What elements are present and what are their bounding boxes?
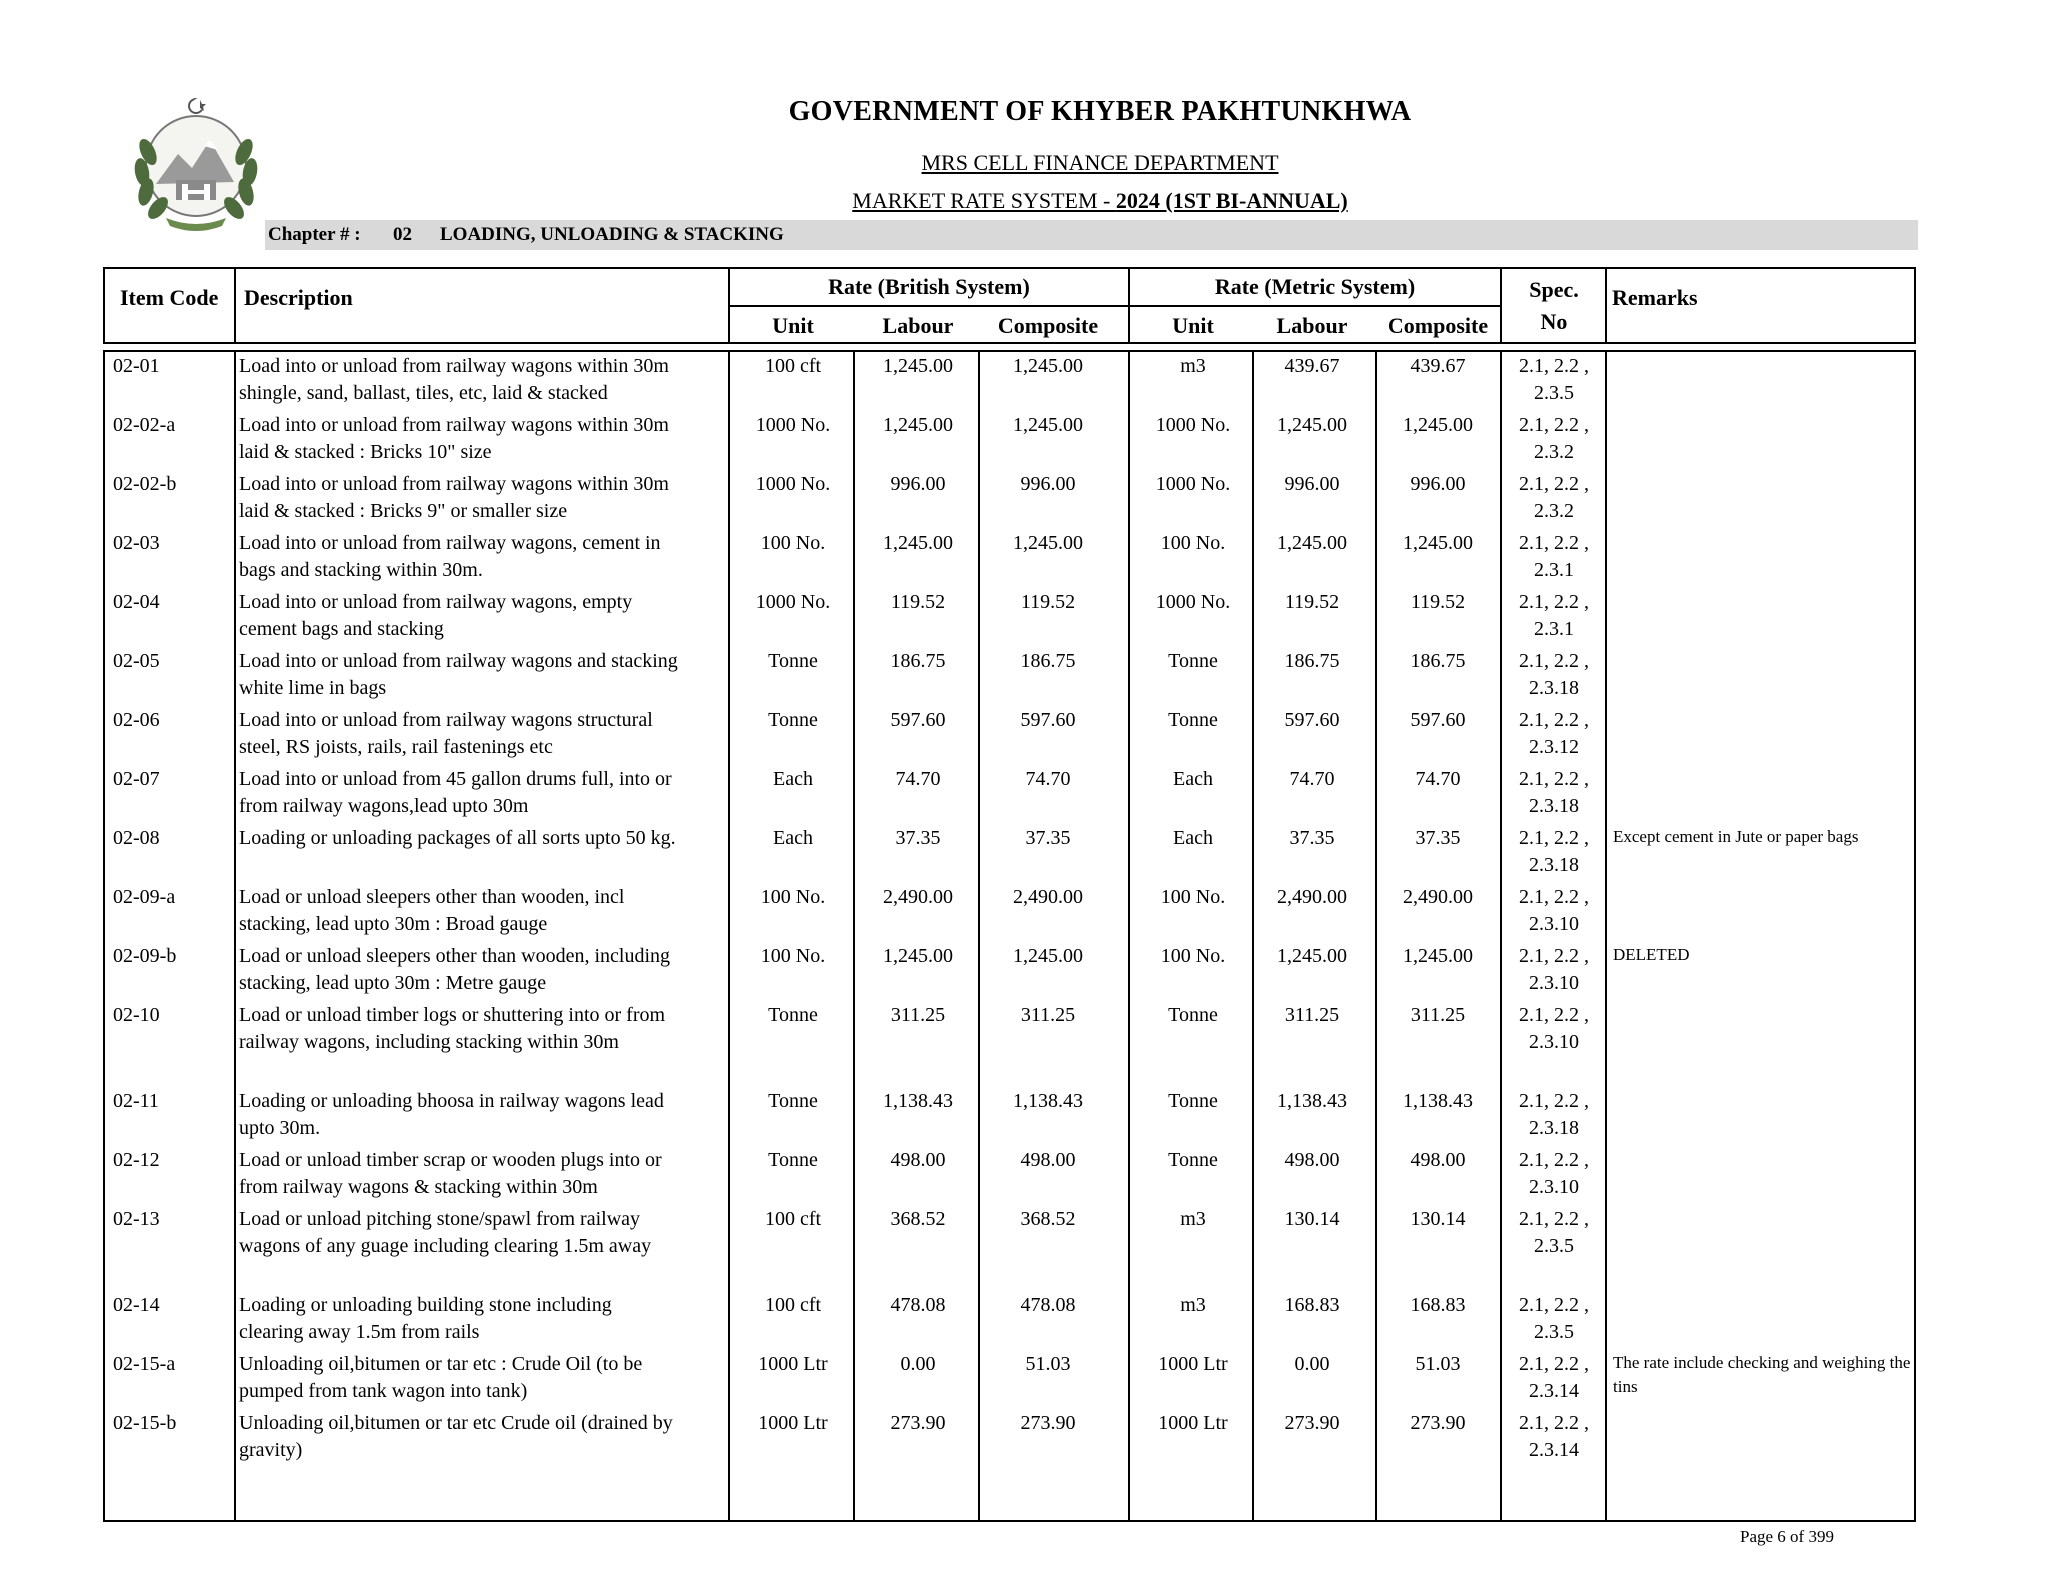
metric-labour-rate: 996.00 [1284, 473, 1340, 495]
spec-number [1502, 1351, 1606, 1405]
british-composite-rate: 498.00 [1020, 1149, 1076, 1171]
spec-line-1: 2.1, 2.2 , [1519, 1353, 1589, 1375]
british-composite-rate: 1,245.00 [1013, 532, 1083, 554]
item-code: 02-08 [113, 827, 160, 849]
spec-line-2: 2.3.14 [1529, 1439, 1579, 1461]
metric-composite-rate: 130.14 [1410, 1208, 1466, 1230]
government-emblem-logo [126, 92, 266, 232]
spec-line-2: 2.3.1 [1534, 559, 1574, 581]
spec-line-2: 2.3.18 [1529, 677, 1579, 699]
spec-number [1502, 825, 1606, 879]
spec-number [1502, 943, 1606, 997]
british-unit: Tonne [768, 1004, 818, 1026]
spec-line-1: 2.1, 2.2 , [1519, 1149, 1589, 1171]
british-unit: Each [773, 768, 813, 790]
metric-labour-rate: 130.14 [1284, 1208, 1340, 1230]
column-divider [234, 350, 236, 1522]
item-description: Load or unload sleepers other than wooden, including stacking, lead upto 30m : Metre gauge [239, 945, 670, 994]
metric-labour-rate: 37.35 [1289, 827, 1335, 849]
metric-unit: Tonne [1168, 1149, 1218, 1171]
british-labour-rate: 74.70 [895, 768, 941, 790]
column-divider [1252, 350, 1254, 1522]
british-labour-rate: 1,245.00 [883, 532, 953, 554]
spec-number [1502, 1292, 1606, 1346]
metric-composite-rate: 119.52 [1410, 591, 1466, 613]
british-labour-rate: 1,245.00 [883, 945, 953, 967]
col-british-unit: Unit [772, 313, 814, 338]
metric-labour-rate: 1,138.43 [1277, 1090, 1347, 1112]
spec-line-1: 2.1, 2.2 , [1519, 1004, 1589, 1026]
item-description: Load or unload timber logs or shuttering into or from railway wagons, including stacking within 30m [239, 1004, 666, 1053]
item-description: Load into or unload from railway wagons and stacking white lime in bags [239, 650, 678, 699]
metric-unit: m3 [1180, 355, 1206, 377]
metric-labour-rate: 0.00 [1294, 1353, 1330, 1375]
metric-composite-rate: 498.00 [1410, 1149, 1466, 1171]
spec-number [1502, 766, 1606, 820]
british-composite-rate: 37.35 [1025, 827, 1071, 849]
item-code: 02-15-b [113, 1412, 177, 1434]
item-description: Load into or unload from railway wagons within 30m laid & stacked : Bricks 9" or smaller size [239, 473, 669, 522]
page-number: Page 6 of 399 [1740, 1527, 1834, 1546]
col-metric-system: Rate (Metric System) [1214, 274, 1416, 299]
item-description: Load into or unload from railway wagons, empty cement bags and stacking [239, 591, 633, 640]
metric-composite-rate: 74.70 [1415, 768, 1461, 790]
british-composite-rate: 1,245.00 [1013, 414, 1083, 436]
british-labour-rate: 119.52 [890, 591, 946, 613]
metric-labour-rate: 74.70 [1289, 768, 1335, 790]
metric-composite-rate: 1,245.00 [1403, 532, 1473, 554]
col-remarks: Remarks [1612, 285, 1698, 310]
item-description: Load into or unload from railway wagons structural steel, RS joists, rails, rail fastenings etc [239, 709, 653, 758]
spec-line-2: 2.3.10 [1529, 1031, 1579, 1053]
metric-labour-rate: 498.00 [1284, 1149, 1340, 1171]
metric-composite-rate: 597.60 [1410, 709, 1466, 731]
british-composite-rate: 119.52 [1020, 591, 1076, 613]
rate-system-heading [740, 188, 1460, 214]
spec-number [1502, 530, 1606, 584]
british-labour-rate: 2,490.00 [883, 886, 953, 908]
item-description: Load into or unload from railway wagons, cement in bags and stacking within 30m. [239, 532, 661, 581]
british-labour-rate: 368.52 [890, 1208, 946, 1230]
col-spec: Spec. [1529, 277, 1579, 302]
chapter-bar [265, 220, 1918, 250]
spec-number [1502, 1088, 1606, 1142]
metric-labour-rate: 1,245.00 [1277, 414, 1347, 436]
british-labour-rate: 597.60 [890, 709, 946, 731]
item-description: Load or unload pitching stone/spawl from railway wagons of any guage including clearing 1.5m away [239, 1208, 652, 1257]
metric-unit: 100 No. [1160, 532, 1226, 554]
item-description: Unloading oil,bitumen or tar etc Crude oil (drained by gravity) [239, 1412, 673, 1461]
spec-line-2: 2.3.2 [1534, 441, 1574, 463]
item-description: Load into or unload from railway wagons within 30m laid & stacked : Bricks 10" size [239, 414, 669, 463]
metric-composite-rate: 311.25 [1410, 1004, 1466, 1026]
spec-number [1502, 1410, 1606, 1464]
british-unit: 100 cft [764, 1294, 822, 1316]
item-code: 02-06 [113, 709, 160, 731]
chapter-number: 02 [393, 224, 412, 245]
metric-labour-rate: 119.52 [1284, 591, 1340, 613]
spec-number [1502, 1147, 1606, 1201]
item-code: 02-02-b [113, 473, 177, 495]
item-code: 02-10 [113, 1004, 160, 1026]
british-composite-rate: 597.60 [1020, 709, 1076, 731]
british-unit: 1000 No. [755, 591, 831, 613]
spec-line-1: 2.1, 2.2 , [1519, 1208, 1589, 1230]
spec-line-1: 2.1, 2.2 , [1519, 591, 1589, 613]
spec-line-2: 2.3.18 [1529, 1117, 1579, 1139]
remarks-text: The rate include checking and weighing the tins [1613, 1353, 1911, 1396]
british-labour-rate: 37.35 [895, 827, 941, 849]
metric-unit: 100 No. [1160, 945, 1226, 967]
chapter-label: Chapter # : [268, 224, 361, 245]
item-description: Unloading oil,bitumen or tar etc : Crude Oil (to be pumped from tank wagon into tank) [239, 1353, 643, 1402]
item-code: 02-03 [113, 532, 160, 554]
british-composite-rate: 478.08 [1020, 1294, 1076, 1316]
column-divider [978, 350, 980, 1522]
metric-unit: 1000 No. [1155, 414, 1231, 436]
british-unit: 1000 Ltr [758, 1353, 828, 1375]
british-composite-rate: 2,490.00 [1013, 886, 1083, 908]
spec-number [1502, 589, 1606, 643]
metric-labour-rate: 311.25 [1284, 1004, 1340, 1026]
item-code: 02-04 [113, 591, 160, 613]
metric-labour-rate: 1,245.00 [1277, 532, 1347, 554]
item-code: 02-11 [113, 1090, 159, 1112]
metric-unit: 1000 Ltr [1158, 1412, 1228, 1434]
col-metric-unit: Unit [1172, 313, 1214, 338]
british-labour-rate: 273.90 [890, 1412, 946, 1434]
spec-line-1: 2.1, 2.2 , [1519, 1412, 1589, 1434]
metric-unit: 1000 No. [1155, 591, 1231, 613]
british-unit: 1000 No. [755, 414, 831, 436]
british-unit: Tonne [768, 709, 818, 731]
british-labour-rate: 1,138.43 [883, 1090, 953, 1112]
col-item-code: Item Code [120, 285, 219, 310]
spec-line-1: 2.1, 2.2 , [1519, 1090, 1589, 1112]
metric-unit: 100 No. [1160, 886, 1226, 908]
col-description: Description [244, 285, 353, 310]
british-labour-rate: 186.75 [890, 650, 946, 672]
item-description: Load or unload timber scrap or wooden plugs into or from railway wagons & stacking within 30m [239, 1149, 662, 1198]
british-unit: 100 cft [764, 1208, 822, 1230]
british-composite-rate: 311.25 [1020, 1004, 1076, 1026]
item-description: Loading or unloading bhoosa in railway wagons lead upto 30m. [239, 1090, 664, 1139]
spec-number [1502, 1206, 1606, 1260]
remarks-text: Except cement in Jute or paper bags [1613, 827, 1859, 846]
metric-unit: m3 [1180, 1208, 1206, 1230]
british-composite-rate: 186.75 [1020, 650, 1076, 672]
spec-line-2: 2.3.12 [1529, 736, 1579, 758]
col-british-labour: Labour [882, 313, 954, 338]
spec-line-1: 2.1, 2.2 , [1519, 886, 1589, 908]
metric-labour-rate: 597.60 [1284, 709, 1340, 731]
spec-number [1502, 884, 1606, 938]
item-code: 02-12 [113, 1149, 160, 1171]
british-unit: 100 No. [760, 532, 826, 554]
spec-number [1502, 471, 1606, 525]
british-composite-rate: 1,245.00 [1013, 945, 1083, 967]
spec-number [1502, 707, 1606, 761]
british-composite-rate: 368.52 [1020, 1208, 1076, 1230]
rate-system-prefix: MARKET RATE SYSTEM - [852, 188, 1116, 213]
column-divider [1128, 350, 1130, 1522]
british-composite-rate: 996.00 [1020, 473, 1076, 495]
item-description: Load into or unload from railway wagons within 30m shingle, sand, ballast, tiles, etc, laid & stacked [239, 355, 669, 404]
spec-line-1: 2.1, 2.2 , [1519, 768, 1589, 790]
british-unit: 100 No. [760, 886, 826, 908]
spec-line-1: 2.1, 2.2 , [1519, 532, 1589, 554]
british-unit: 1000 No. [755, 473, 831, 495]
metric-unit: Each [1173, 827, 1213, 849]
chapter-name: LOADING, UNLOADING & STACKING [440, 224, 784, 245]
remarks-text: DELETED [1613, 945, 1690, 964]
item-code: 02-05 [113, 650, 160, 672]
spec-line-1: 2.1, 2.2 , [1519, 414, 1589, 436]
british-composite-rate: 1,245.00 [1013, 355, 1083, 377]
british-labour-rate: 478.08 [890, 1294, 946, 1316]
spec-line-2: 2.3.18 [1529, 854, 1579, 876]
header-subdivider [728, 305, 1500, 307]
spec-line-2: 2.3.2 [1534, 500, 1574, 522]
spec-line-1: 2.1, 2.2 , [1519, 355, 1589, 377]
spec-line-2: 2.3.14 [1529, 1380, 1579, 1402]
metric-composite-rate: 168.83 [1410, 1294, 1466, 1316]
item-description: Loading or unloading packages of all sorts upto 50 kg. [239, 827, 676, 849]
department-name: MRS CELL FINANCE DEPARTMENT [921, 150, 1279, 175]
metric-composite-rate: 51.03 [1415, 1353, 1461, 1375]
item-code: 02-09-a [113, 886, 176, 908]
item-description: Load or unload sleepers other than wooden, incl stacking, lead upto 30m : Broad gauge [239, 886, 625, 935]
item-code: 02-07 [113, 768, 160, 790]
metric-unit: 1000 No. [1155, 473, 1231, 495]
spec-line-1: 2.1, 2.2 , [1519, 473, 1589, 495]
spec-number [1502, 1002, 1606, 1056]
spec-line-1: 2.1, 2.2 , [1519, 709, 1589, 731]
metric-composite-rate: 2,490.00 [1403, 886, 1473, 908]
british-composite-rate: 74.70 [1025, 768, 1071, 790]
spec-line-2: 2.3.5 [1534, 382, 1574, 404]
british-labour-rate: 311.25 [890, 1004, 946, 1026]
spec-line-2: 2.3.1 [1534, 618, 1574, 640]
metric-unit: Tonne [1168, 1090, 1218, 1112]
metric-labour-rate: 168.83 [1284, 1294, 1340, 1316]
metric-labour-rate: 186.75 [1284, 650, 1340, 672]
british-labour-rate: 1,245.00 [883, 414, 953, 436]
column-divider [234, 267, 236, 344]
col-metric-labour: Labour [1276, 313, 1348, 338]
col-metric-composite: Composite [1387, 313, 1489, 338]
item-code: 02-02-a [113, 414, 176, 436]
column-divider [728, 350, 730, 1522]
spec-line-2: 2.3.10 [1529, 1176, 1579, 1198]
item-code: 02-15-a [113, 1353, 176, 1375]
item-code: 02-09-b [113, 945, 177, 967]
metric-composite-rate: 439.67 [1410, 355, 1466, 377]
metric-composite-rate: 273.90 [1410, 1412, 1466, 1434]
british-unit: Tonne [768, 650, 818, 672]
metric-composite-rate: 1,138.43 [1403, 1090, 1473, 1112]
metric-labour-rate: 273.90 [1284, 1412, 1340, 1434]
british-labour-rate: 498.00 [890, 1149, 946, 1171]
british-composite-rate: 1,138.43 [1013, 1090, 1083, 1112]
spec-line-2: 2.3.5 [1534, 1321, 1574, 1343]
spec-line-2: 2.3.18 [1529, 795, 1579, 817]
spec-number [1502, 353, 1606, 407]
metric-composite-rate: 1,245.00 [1403, 414, 1473, 436]
item-description: Load into or unload from 45 gallon drums full, into or from railway wagons,lead upto 30m [239, 768, 672, 817]
col-british-composite: Composite [997, 313, 1099, 338]
british-unit: 100 No. [760, 945, 826, 967]
british-labour-rate: 1,245.00 [883, 355, 953, 377]
spec-line-2: 2.3.10 [1529, 972, 1579, 994]
col-british-system: Rate (British System) [828, 274, 1030, 299]
british-unit: Tonne [768, 1149, 818, 1171]
metric-unit: Each [1173, 768, 1213, 790]
metric-unit: Tonne [1168, 709, 1218, 731]
spec-number [1502, 412, 1606, 466]
metric-unit: 1000 Ltr [1158, 1353, 1228, 1375]
metric-composite-rate: 186.75 [1410, 650, 1466, 672]
spec-line-1: 2.1, 2.2 , [1519, 1294, 1589, 1316]
british-unit: Tonne [768, 1090, 818, 1112]
spec-line-1: 2.1, 2.2 , [1519, 827, 1589, 849]
british-unit: 100 cft [764, 355, 822, 377]
metric-labour-rate: 1,245.00 [1277, 945, 1347, 967]
column-divider [853, 350, 855, 1522]
metric-composite-rate: 37.35 [1415, 827, 1461, 849]
spec-line-1: 2.1, 2.2 , [1519, 945, 1589, 967]
british-composite-rate: 273.90 [1020, 1412, 1076, 1434]
rate-system-period: 2024 (1ST BI-ANNUAL) [1115, 188, 1348, 213]
metric-unit: Tonne [1168, 1004, 1218, 1026]
metric-unit: m3 [1180, 1294, 1206, 1316]
metric-composite-rate: 1,245.00 [1403, 945, 1473, 967]
british-labour-rate: 996.00 [890, 473, 946, 495]
col-spec-no: No [1540, 309, 1568, 334]
item-code: 02-14 [113, 1294, 160, 1316]
column-divider [1375, 350, 1377, 1522]
document-title: GOVERNMENT OF KHYBER PAKHTUNKHWA [788, 96, 1412, 127]
spec-number [1502, 648, 1606, 702]
item-code: 02-13 [113, 1208, 160, 1230]
metric-unit: Tonne [1168, 650, 1218, 672]
spec-line-1: 2.1, 2.2 , [1519, 650, 1589, 672]
metric-composite-rate: 996.00 [1410, 473, 1466, 495]
british-unit: 1000 Ltr [758, 1412, 828, 1434]
spec-line-2: 2.3.5 [1534, 1235, 1574, 1257]
british-labour-rate: 0.00 [900, 1353, 936, 1375]
item-description: Loading or unloading building stone including clearing away 1.5m from rails [239, 1294, 612, 1343]
item-code: 02-01 [113, 355, 160, 377]
metric-labour-rate: 439.67 [1284, 355, 1340, 377]
british-composite-rate: 51.03 [1025, 1353, 1071, 1375]
spec-line-2: 2.3.10 [1529, 913, 1579, 935]
british-unit: Each [773, 827, 813, 849]
metric-labour-rate: 2,490.00 [1277, 886, 1347, 908]
